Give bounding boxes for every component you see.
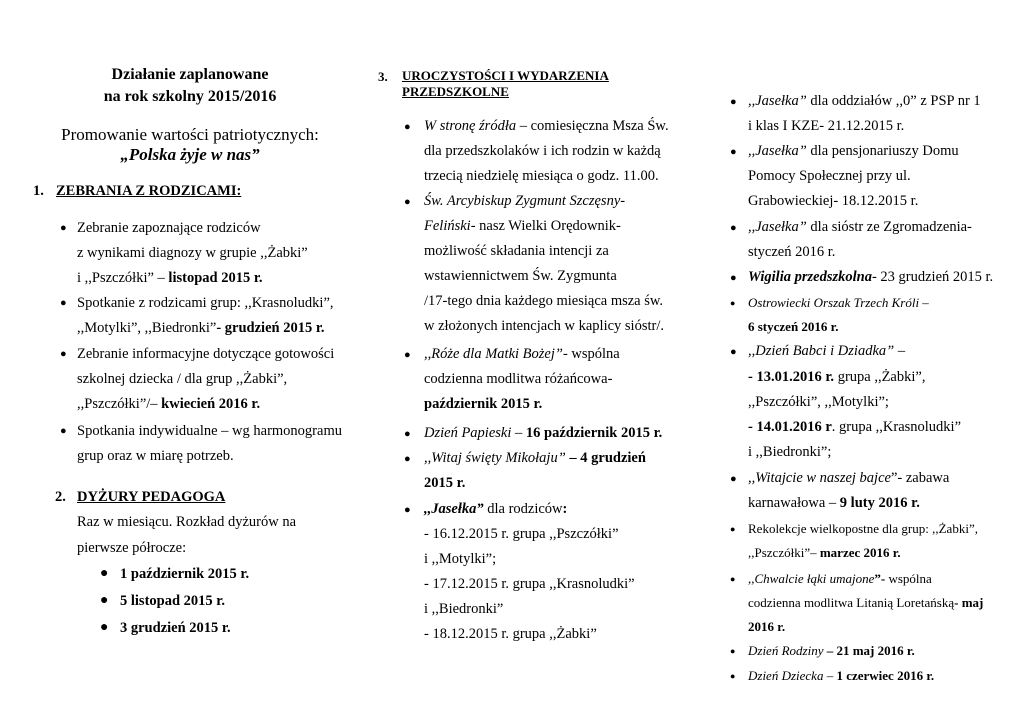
list-item: dla przedszkolaków i ich rodzin w każdą xyxy=(424,143,661,159)
list-item: Rekolekcje wielkopostne dla grup: ,,Żabki”, xyxy=(748,521,978,536)
bullet-icon: ● xyxy=(730,272,737,284)
bullet-icon: ● xyxy=(404,349,411,361)
bullet-icon: ● xyxy=(60,348,67,360)
duty-date: 1 październik 2015 r. xyxy=(120,566,250,582)
list-item: Spotkania indywidualne – wg harmonogramu xyxy=(77,423,342,439)
list-item: - 17.12.2015 r. grupa ,,Krasnoludki” xyxy=(424,576,635,592)
list-item: możliwość składania intencji za xyxy=(424,243,609,259)
heading-title-line1: Działanie zaplanowane xyxy=(111,66,269,83)
list-item: Św. Arcybiskup Zygmunt Szczęsny- xyxy=(424,193,626,209)
list-item: W stronę źródła – comiesięczna Msza Św. xyxy=(424,118,669,134)
heading-subtitle-line1: Promowanie wartości patriotycznych: xyxy=(61,125,319,144)
list-item: 2015 r. xyxy=(424,475,466,491)
list-item: karnawałowa – 9 luty 2016 r. xyxy=(748,495,920,511)
list-item: ,,Pszczółki”– marzec 2016 r. xyxy=(748,545,901,560)
section-3-heading-line2: PRZEDSZKOLNE xyxy=(402,84,509,99)
list-item: ,,Róże dla Matki Bożej”- wspólna xyxy=(424,346,620,362)
list-item: szkolnej dziecka / dla grup ,,Żabki”, xyxy=(77,371,288,387)
list-item: ,,Jasełka” dla pensjonariuszy Domu xyxy=(748,143,959,159)
list-item: wstawiennictwem Św. Zygmunta xyxy=(424,268,617,284)
list-item: - 18.12.2015 r. grupa ,,Żabki” xyxy=(424,626,597,642)
bullet-icon: ● xyxy=(404,121,411,133)
bullet-icon: ● xyxy=(60,425,67,437)
list-item: ,,Jasełka” dla rodziców: xyxy=(424,501,568,517)
bullet-icon: ● xyxy=(60,222,67,234)
paragraph-line: pierwsze półrocze: xyxy=(77,540,187,556)
bullet-icon: ● xyxy=(730,671,736,681)
list-item: ,,Pszczółki”, ,,Motylki”; xyxy=(748,394,889,410)
list-item: Ostrowiecki Orszak Trzech Króli – xyxy=(748,295,929,310)
list-item: październik 2015 r. xyxy=(424,396,543,412)
bullet-icon: ● xyxy=(100,620,109,635)
list-item: ,,Witaj święty Mikołaju” – 4 grudzień xyxy=(424,450,646,466)
bullet-icon: ● xyxy=(730,346,737,358)
list-item: Grabowieckiej- 18.12.2015 r. xyxy=(748,193,919,209)
list-item: - 13.01.2016 r. grupa ,,Żabki”, xyxy=(748,369,926,385)
section-3-number: 3. xyxy=(378,69,388,84)
list-item: ,,Motylki”, ,,Biedronki”- grudzień 2015 r. xyxy=(77,320,325,336)
bullet-icon: ● xyxy=(730,646,736,656)
bullet-icon: ● xyxy=(404,196,411,208)
list-item: trzecią niedzielę miesiąca o godz. 11.00. xyxy=(424,168,659,184)
list-item: i klas I KZE- 21.12.2015 r. xyxy=(748,118,905,134)
list-item: Feliński- nasz Wielki Orędownik- xyxy=(424,218,621,234)
list-item: codzienna modlitwa różańcowa- xyxy=(424,371,613,387)
heading-title-line2: na rok szkolny 2015/2016 xyxy=(103,88,277,105)
list-item: Pomocy Społecznej przy ul. xyxy=(748,168,911,184)
list-item: Zebranie zapoznające rodziców xyxy=(77,220,261,236)
list-item: i ,,Biedronki” xyxy=(424,601,504,617)
list-item: z wynikami diagnozy w grupie ,,Żabki” xyxy=(77,245,308,261)
list-item: codzienna modlitwa Litanią Loretańską- maj xyxy=(748,595,984,610)
list-item: - 16.12.2015 r. grupa ,,Pszczółki” xyxy=(424,526,619,542)
list-item: grup oraz w miarę potrzeb. xyxy=(77,448,234,464)
bullet-icon: ● xyxy=(100,566,109,581)
list-item: Zebranie informacyjne dotyczące gotowości xyxy=(77,346,335,362)
section-2-heading: DYŻURY PEDAGOGA xyxy=(77,489,226,505)
list-item: Dzień Papieski – 16 październik 2015 r. xyxy=(424,425,663,441)
list-item: Wigilia przedszkolna- 23 grudzień 2015 r. xyxy=(748,269,994,285)
list-item: Dzień Dziecka – 1 czerwiec 2016 r. xyxy=(748,668,935,683)
paragraph-line: Raz w miesiącu. Rozkład dyżurów na xyxy=(77,514,297,530)
bullet-icon: ● xyxy=(730,146,737,158)
section-3-heading-line1: UROCZYSTOŚCI I WYDARZENIA xyxy=(402,68,609,83)
list-item: w złożonych intencjach w kaplicy sióstr/. xyxy=(424,318,664,334)
list-item: - 14.01.2016 r. grupa ,,Krasnoludki” xyxy=(748,419,962,435)
duty-date: 5 listopad 2015 r. xyxy=(120,593,226,609)
bullet-icon: ● xyxy=(404,453,411,465)
bullet-icon: ● xyxy=(730,524,736,534)
list-item: /17-tego dnia każdego miesiąca msza św. xyxy=(424,293,664,309)
list-item: ,,Chwalcie łąki umajone”- wspólna xyxy=(748,571,932,586)
bullet-icon: ● xyxy=(730,222,737,234)
bullet-icon: ● xyxy=(100,593,109,608)
bullet-icon: ● xyxy=(730,574,736,584)
section-1-heading: ZEBRANIA Z RODZICAMI: xyxy=(56,183,242,199)
list-item: ,,Jasełka” dla oddziałów ,,0” z PSP nr 1 xyxy=(748,93,981,109)
list-item: 6 styczeń 2016 r. xyxy=(748,319,839,334)
list-item: i ,,Biedronki”; xyxy=(748,444,832,460)
list-item: Spotkanie z rodzicami grup: ,,Krasnoludki”, xyxy=(77,295,334,311)
list-item: ,,Witajcie w naszej bajce”- zabawa xyxy=(748,470,950,486)
list-item: ,,Jasełka” dla sióstr ze Zgromadzenia- xyxy=(748,219,972,235)
list-item: i ,,Motylki”; xyxy=(424,551,497,567)
list-item: i ,,Pszczółki” – listopad 2015 r. xyxy=(77,270,263,286)
bullet-icon: ● xyxy=(404,504,411,516)
section-1-number: 1. xyxy=(33,183,44,199)
section-2-number: 2. xyxy=(55,489,66,505)
bullet-icon: ● xyxy=(730,298,736,308)
list-item: ,,Dzień Babci i Dziadka” – xyxy=(748,343,906,359)
duty-date: 3 grudzień 2015 r. xyxy=(120,620,231,636)
bullet-icon: ● xyxy=(730,96,737,108)
list-item: Dzień Rodziny – 21 maj 2016 r. xyxy=(748,643,915,658)
bullet-icon: ● xyxy=(60,297,67,309)
list-item: ,,Pszczółki”/– kwiecień 2016 r. xyxy=(77,396,261,412)
list-item: 2016 r. xyxy=(748,619,786,634)
list-item: styczeń 2016 r. xyxy=(748,244,836,260)
bullet-icon: ● xyxy=(730,473,737,485)
heading-subtitle-line2: „Polska żyje w nas” xyxy=(120,145,260,164)
bullet-icon: ● xyxy=(404,428,411,440)
